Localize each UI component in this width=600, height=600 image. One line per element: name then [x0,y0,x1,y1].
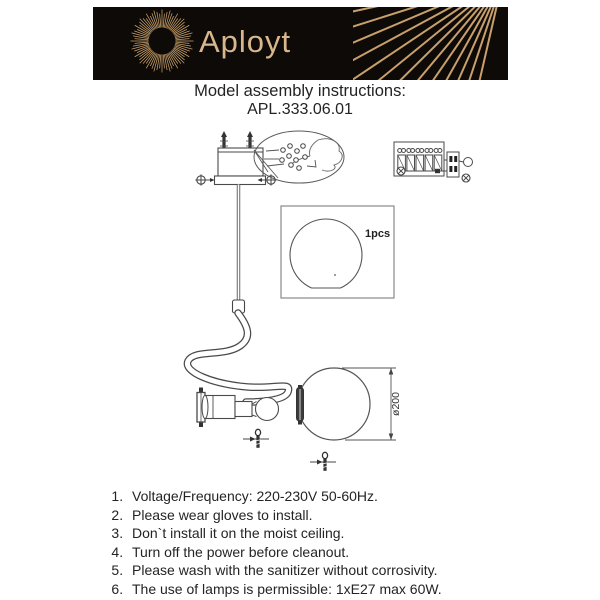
brand-wordmark: Aployt [199,24,292,59]
instruction-item: 6. The use of lamps is permissible: 1xE27 max 60W. [127,580,539,599]
lamp-socket [235,402,252,417]
parts-box [281,206,394,298]
model-number: APL.333.06.01 [247,101,353,118]
side-screw-icon [195,174,214,185]
lamp-holder-assembly [197,388,279,428]
ring-terminal-icon [464,158,473,167]
glass-shade-outline [290,219,362,288]
instruction-item: 5. Please wash with the sanitizer without corrosivity. [127,561,539,580]
bulb-icon [256,398,279,421]
instruction-list [99,487,539,599]
fixing-screw-icon [462,174,470,182]
assembly-screw-icon [243,429,269,448]
diameter-dimension [342,368,396,440]
instruction-item: 2. Please wear gloves to install. [127,506,539,525]
instruction-item: 1. Voltage/Frequency: 220-230V 50-60Hz. [127,487,539,506]
glass-sphere-drawing [297,368,403,440]
instruction-item: 3. Don`t install it on the moist ceiling. [127,524,539,543]
instruction-items [99,487,539,599]
diameter-label: ø200 [390,392,402,416]
page-title: Model assembly instructions: [194,82,406,100]
ceiling-canopy-drawing [195,131,276,186]
ground-screw-icon [397,167,405,175]
wire-nuts-icon [280,144,308,171]
instruction-item: 4. Turn off the power before cleanout. [127,543,539,562]
socket-housing [205,396,235,419]
pendant-cord [233,185,245,314]
terminal-block-drawing [394,142,473,182]
assembly-screw-icon [310,452,336,471]
parts-quantity-label: 1pcs [365,228,391,240]
wiring-callout-balloon [254,131,344,183]
